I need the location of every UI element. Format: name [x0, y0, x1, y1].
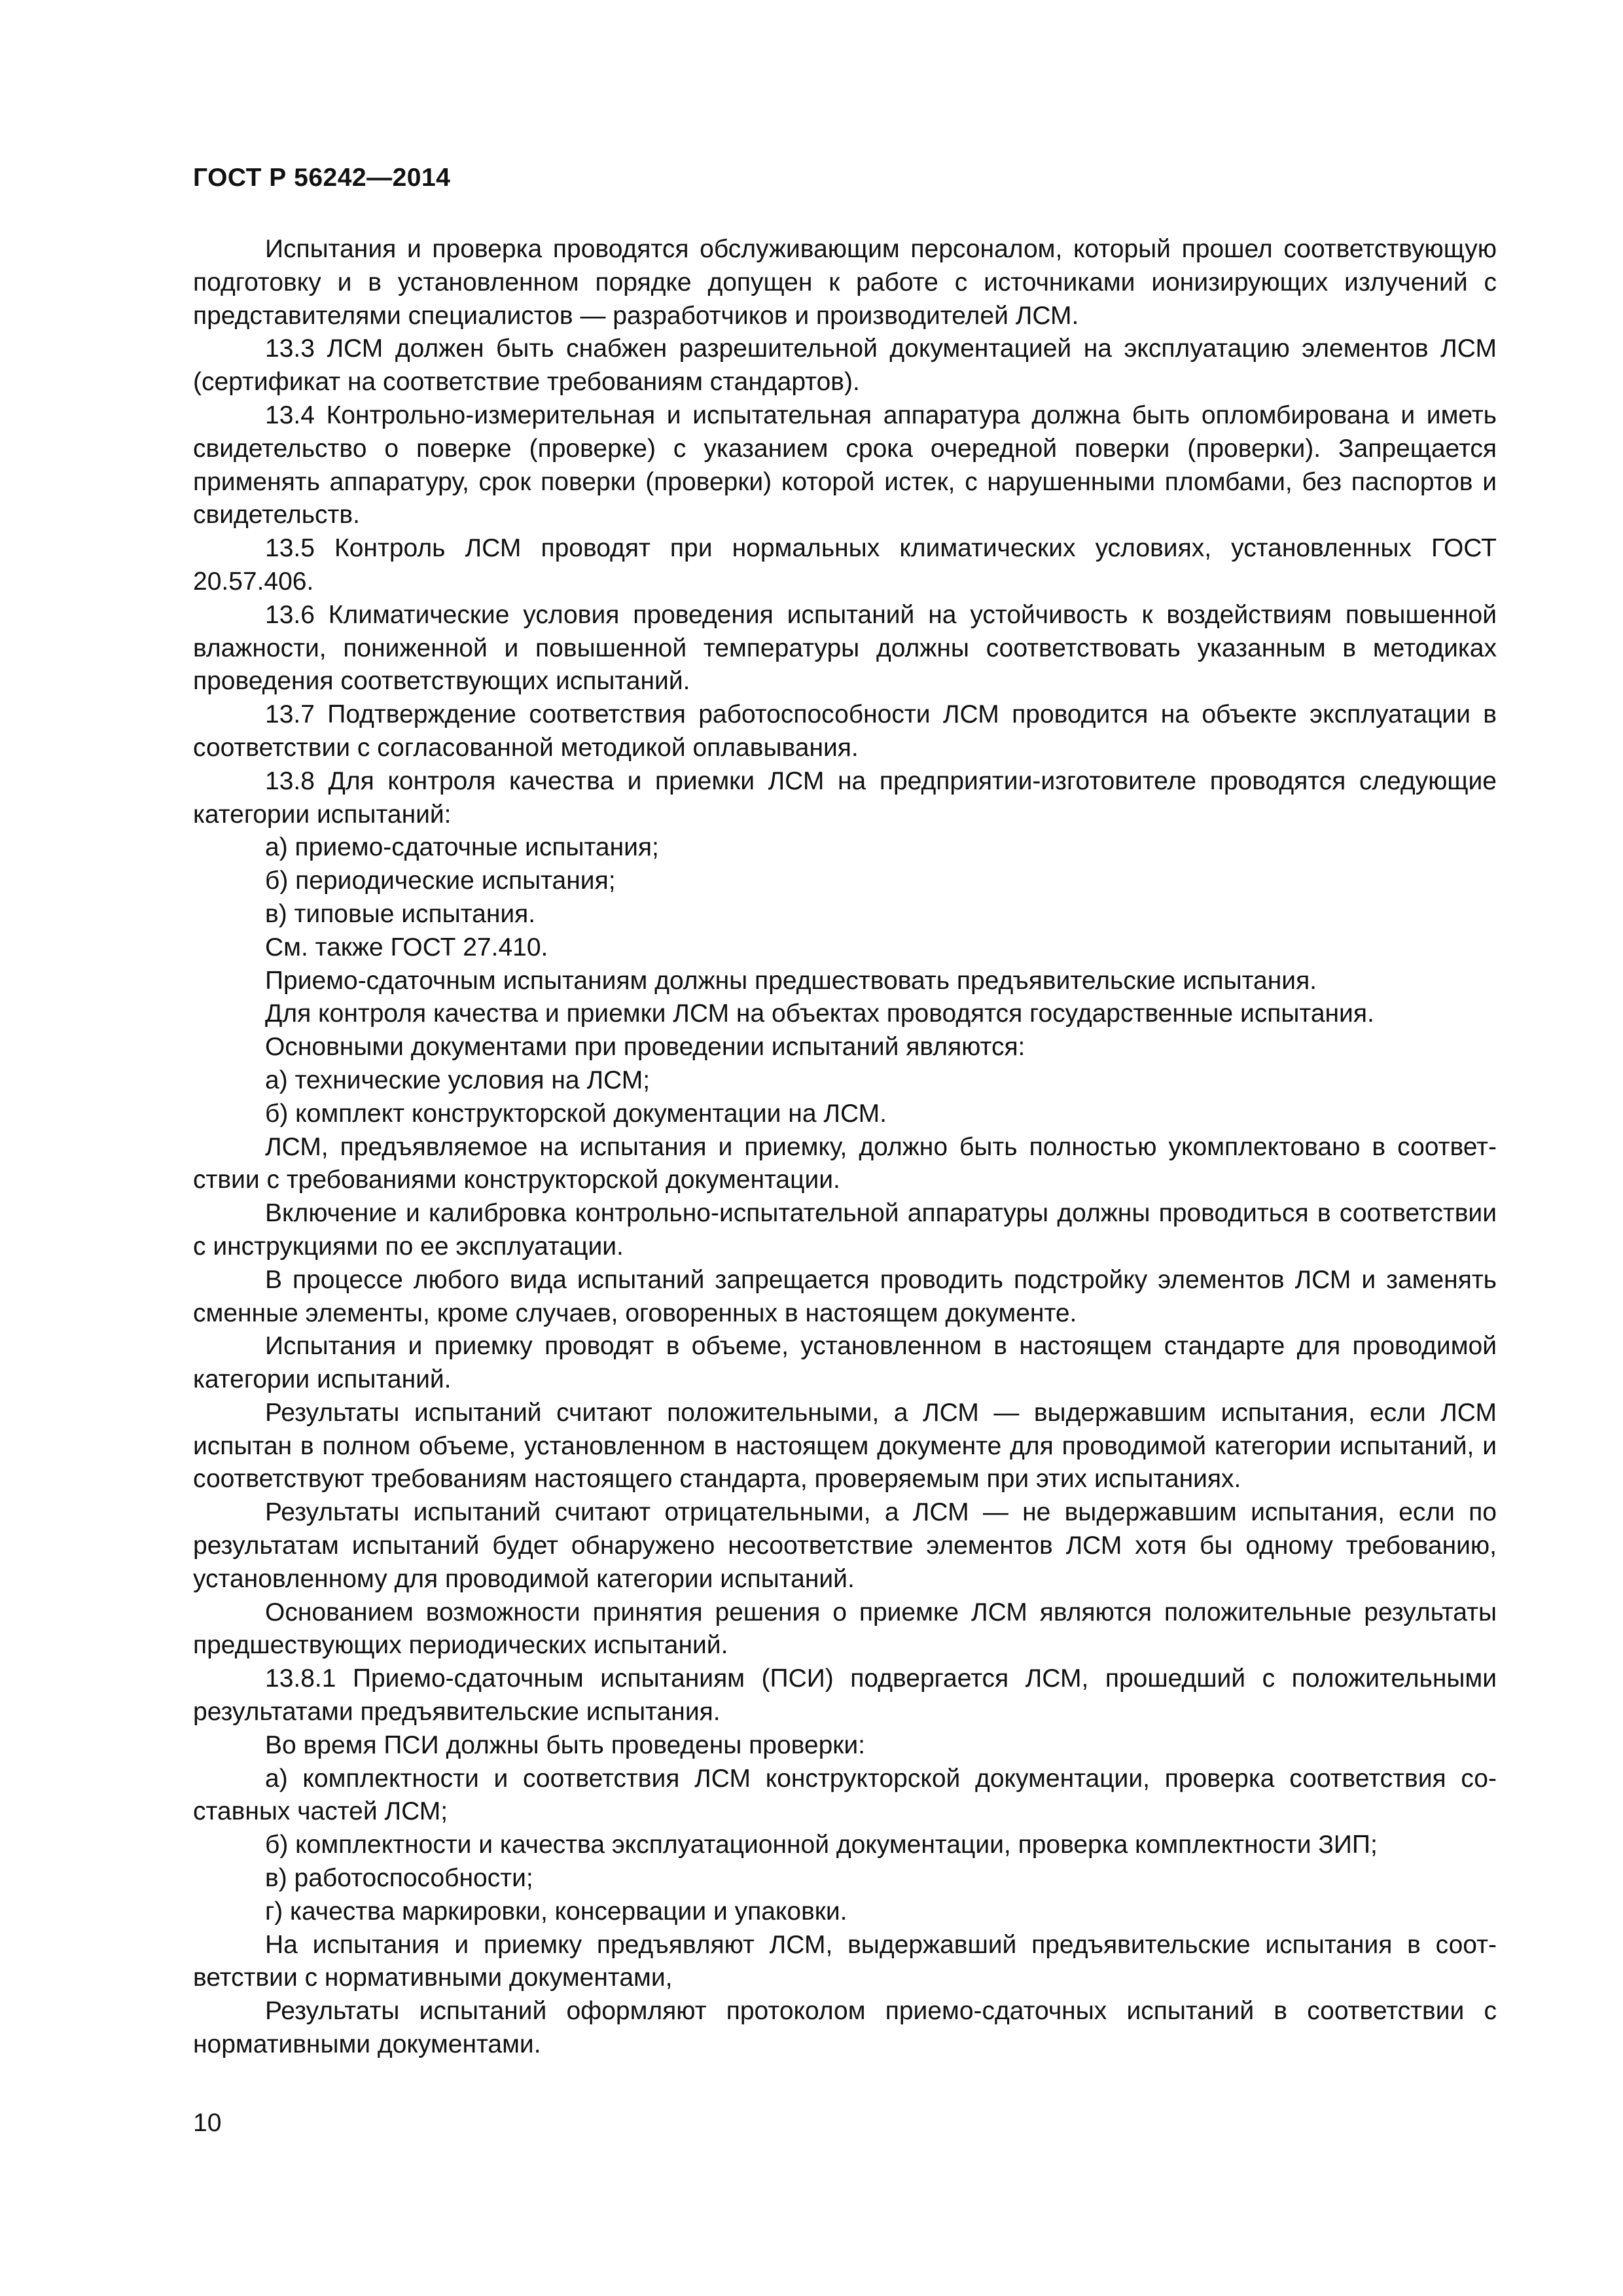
- list-item: б) комплектности и качества эксплуатационной документации, проверка комплектности ЗИП;: [265, 1831, 1378, 1859]
- paragraph: Основными документами при проведении испытаний являются:: [265, 1033, 1026, 1062]
- paragraph: Результаты испытаний считают положительными, а ЛСМ — выдержавшим испытания, если ЛСМ испытан в полном объеме, установленном в настоящем документе для проводимой категории испытаний, и соответствуют требованиям настоящего стандарта, проверяемым при этих испытаниях.: [193, 1398, 1497, 1494]
- list-item: г) качества маркировки, консервации и упаковки.: [265, 1897, 847, 1926]
- page-number: 10: [193, 2109, 222, 2137]
- paragraph: 13.6 Климатические условия проведения испытаний на устойчивость к воздействиям повышенной влажности, пониженной и повышенной температуры должны соответствовать указанным в методиках проведения соответствующих испытаний.: [193, 600, 1497, 696]
- paragraph: Испытания и проверка проводятся обслуживающим персоналом, который прошел соответствующую подготовку и в установленном порядке допущен к работе с источниками ионизирующих излучений с представителями специалистов — разработчиков и производителей ЛСМ.: [193, 235, 1497, 330]
- paragraph: Приемо-сдаточным испытаниям должны предшествовать предъявительские испытания.: [265, 966, 1317, 995]
- paragraph: Для контроля качества и приемки ЛСМ на объектах проводятся государственные испытания.: [265, 999, 1374, 1028]
- paragraph: 13.4 Контрольно-измерительная и испытательная аппаратура должна быть опломбирована и иметь свидетельство о поверке (проверке) с указанием срока очередной поверки (проверки). Запрещается применять аппаратуру, срок поверки (проверки) которой истек, с нарушенными пломбами, без паспортов и свидетельств.: [193, 401, 1497, 529]
- document-body: [193, 233, 1497, 2062]
- paragraph: 13.5 Контроль ЛСМ проводят при нормальных климатических условиях, установленных ГОСТ 20.57.406.: [193, 534, 1497, 596]
- paragraph: Испытания и приемку проводят в объеме, установленном в настоящем стандарте для проводимой категории испытаний.: [193, 1332, 1497, 1394]
- paragraph: На испытания и приемку предъявляют ЛСМ, выдержавший предъявительские испытания в соответствии с нормативными документами,: [193, 1930, 1497, 1992]
- document-header: ГОСТ Р 56242—2014: [193, 164, 451, 192]
- paragraph: Включение и калибровка контрольно-испытательной аппаратуры должны проводиться в соответствии с инструкциями по ее эксплуатации.: [193, 1199, 1497, 1261]
- list-item: б) периодические испытания;: [265, 867, 616, 895]
- paragraph: 13.8 Для контроля качества и приемки ЛСМ на предприятии-изготовителе проводятся следующие категории испытаний:: [193, 766, 1497, 829]
- paragraph: ЛСМ, предъявляемое на испытания и приемку, должно быть полностью укомплектовано в соответствии с требованиями конструкторской документации.: [193, 1132, 1497, 1194]
- paragraph: Результаты испытаний считают отрицательными, а ЛСМ — не выдержавшим испытания, если по результатам испытаний будет обнаружено несоответствие элементов ЛСМ хотя бы одному требованию, установленному для проводимой категории испытаний.: [193, 1498, 1497, 1593]
- paragraph: 13.3 ЛСМ должен быть снабжен разрешительной документацией на эксплуатацию элементов ЛСМ (сертификат на соответствие требованиям стандартов).: [193, 334, 1497, 397]
- paragraph: Основанием возможности принятия решения о приемке ЛСМ являются положительные результаты предшествующих периодических испытаний.: [193, 1598, 1497, 1660]
- paragraph: См. также ГОСТ 27.410.: [265, 933, 548, 961]
- paragraph: 13.7 Подтверждение соответствия работоспособности ЛСМ проводится на объекте эксплуатации в соответствии с согласованной методикой оплавывания.: [193, 700, 1497, 762]
- list-item: а) приемо-сдаточные испытания;: [265, 833, 659, 862]
- list-item: б) комплект конструкторской документации на ЛСМ.: [265, 1099, 887, 1128]
- paragraph: 13.8.1 Приемо-сдаточным испытаниям (ПСИ) подвергается ЛСМ, прошедший с положительными результатами предъявительские испытания.: [193, 1664, 1497, 1727]
- paragraph: Результаты испытаний оформляют протоколом приемо-сдаточных испытаний в соответствии с нормативными документами.: [193, 1997, 1497, 2059]
- list-item: а) технические условия на ЛСМ;: [265, 1066, 651, 1094]
- paragraph: В процессе любого вида испытаний запрещается проводить подстройку элементов ЛСМ и заменять сменные элементы, кроме случаев, оговоренных в настоящем документе.: [193, 1265, 1497, 1327]
- list-item: в) работоспособности;: [265, 1864, 533, 1893]
- list-item: а) комплектности и соответствия ЛСМ конструкторской документации, проверка соответствия составных частей ЛСМ;: [193, 1764, 1497, 1826]
- paragraph: Во время ПСИ должны быть проведены проверки:: [265, 1731, 865, 1759]
- list-item: в) типовые испытания.: [265, 899, 536, 928]
